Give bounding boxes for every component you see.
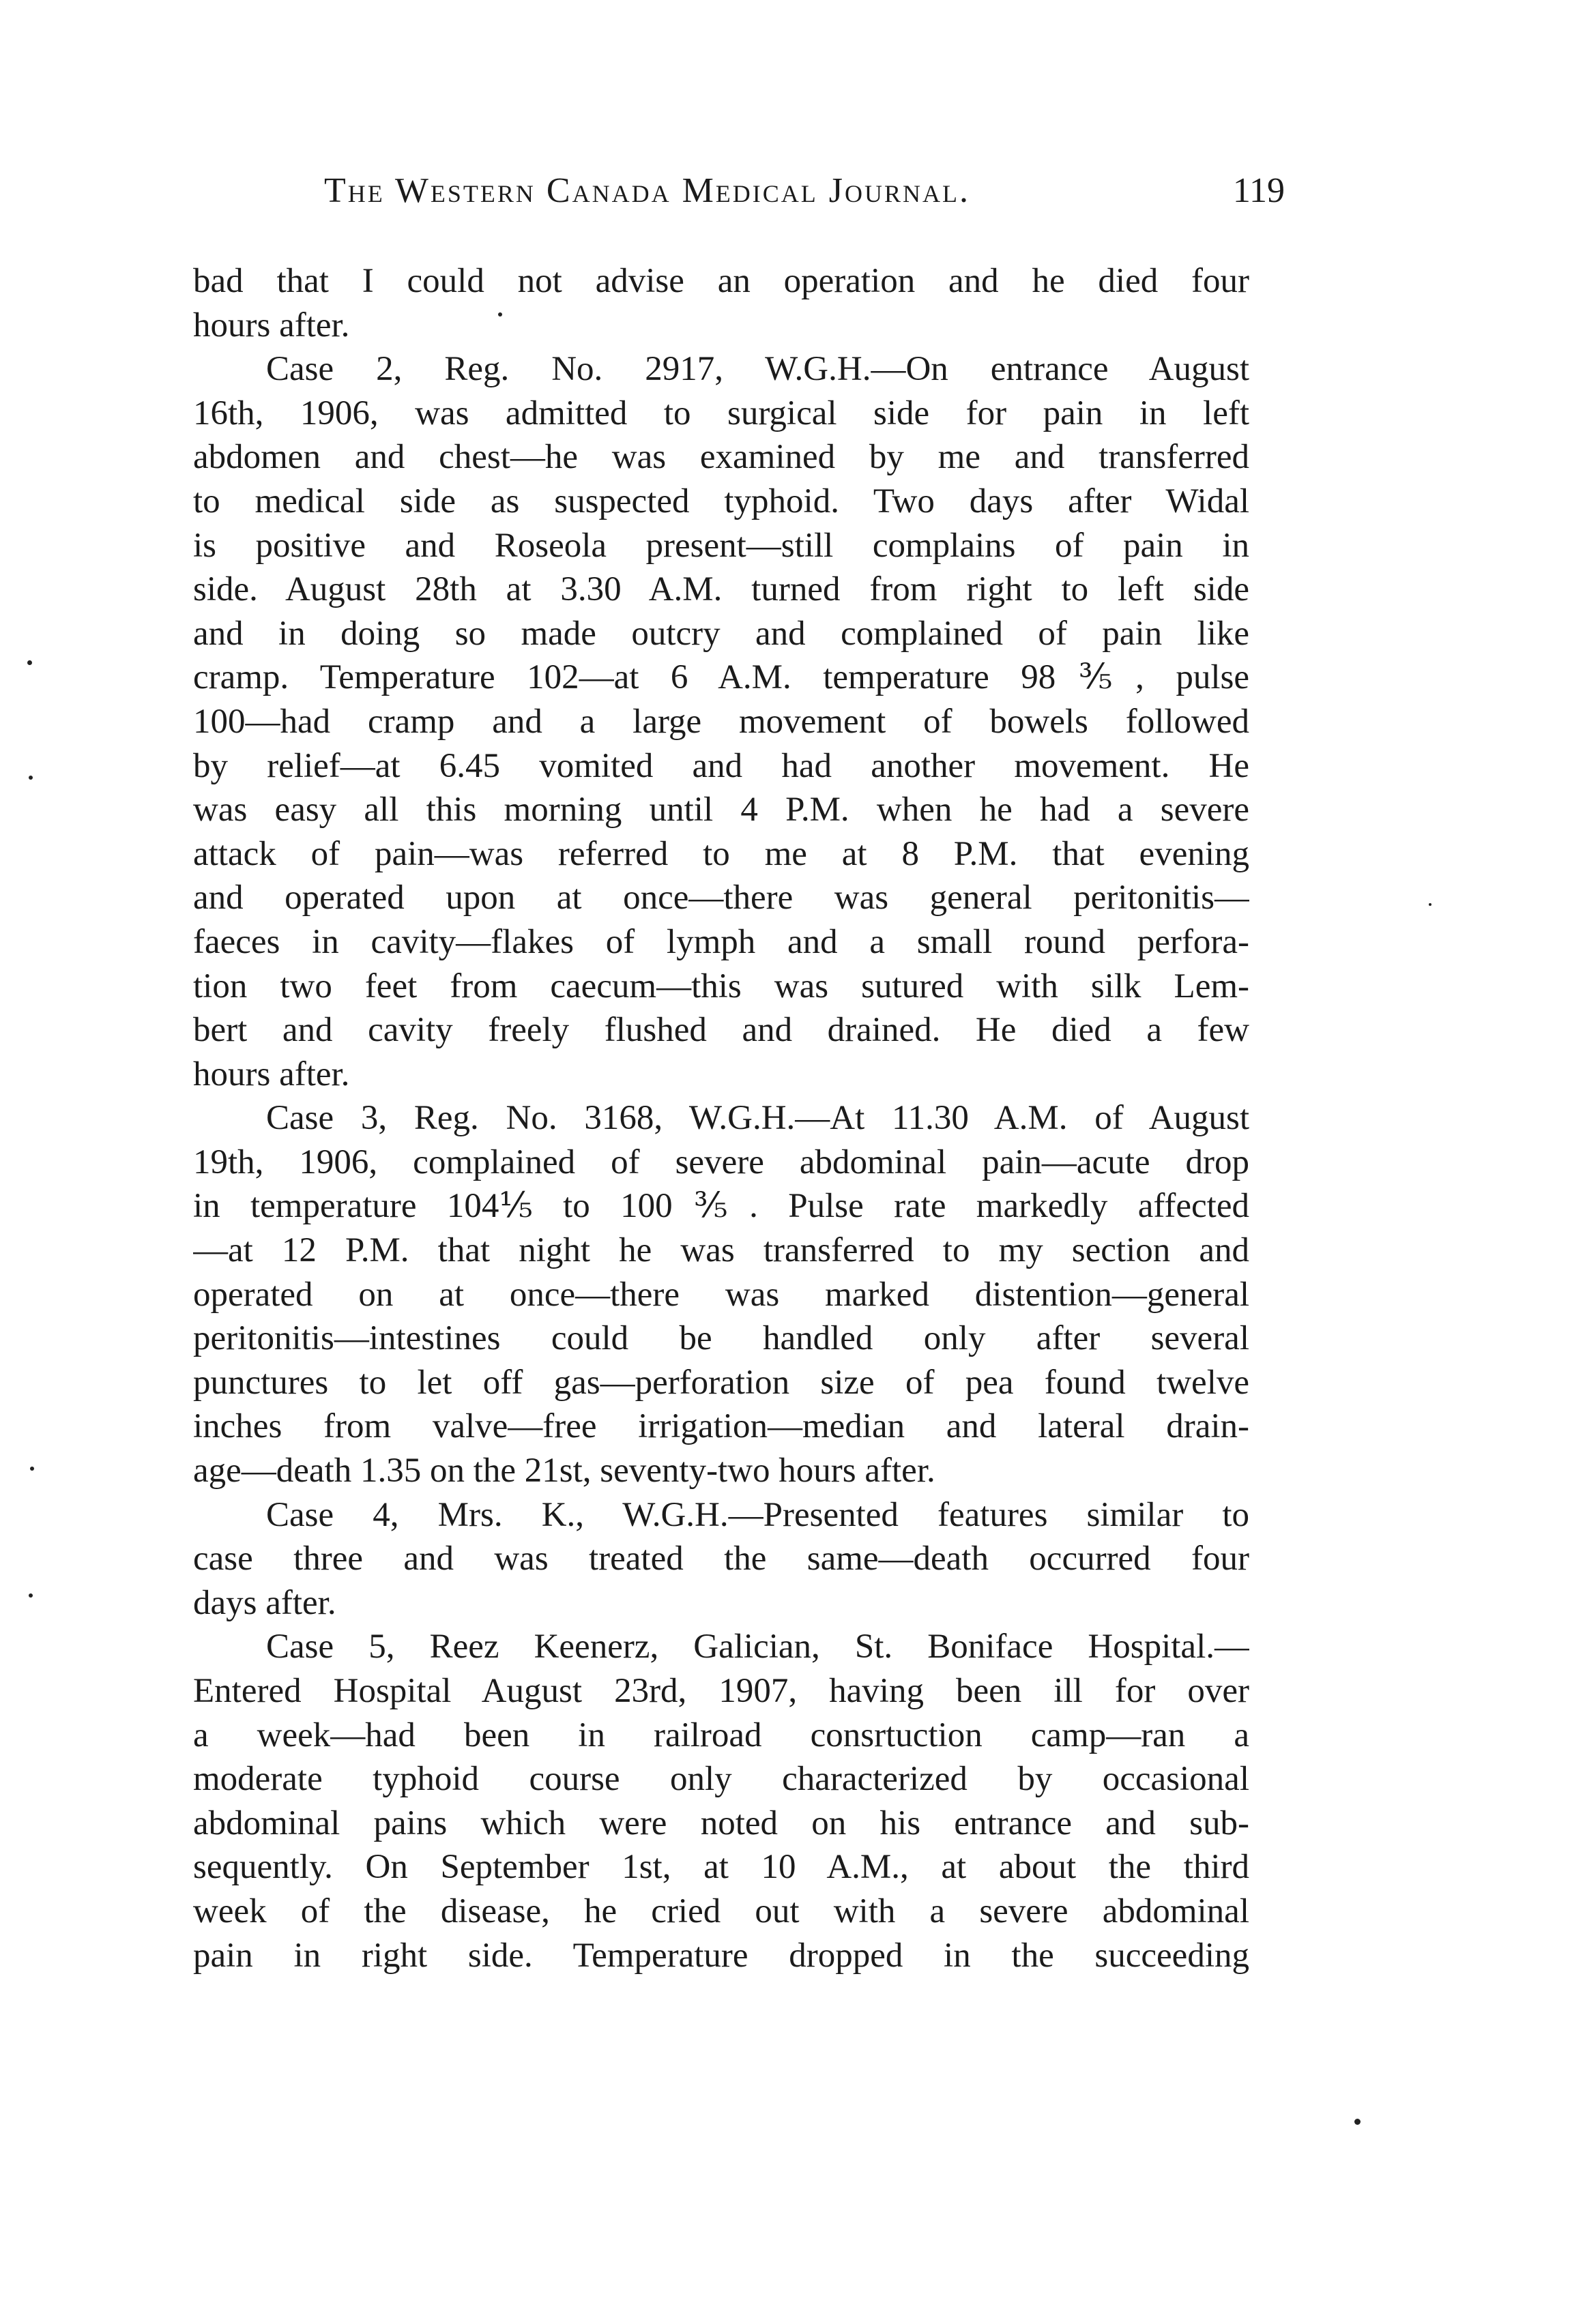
text-line: age—death 1.35 on the 21st, seventy-two hours after. (193, 1452, 935, 1490)
text-line: Case 2, Reg. No. 2917, W.G.H.—On entrance August (266, 350, 1249, 389)
scan-speck (498, 312, 502, 317)
text-line: is positive and Roseola present—still complains of pain in (193, 526, 1249, 565)
scan-speck (29, 1593, 33, 1598)
text-line: to medical side as suspected typhoid. Two days after Widal (193, 482, 1249, 520)
text-line: hours after. (193, 306, 350, 344)
text-line: and operated upon at once—there was general peritonitis— (193, 879, 1249, 917)
text-line: pain in right side. Temperature dropped in the succeeding (193, 1936, 1249, 1975)
text-line: Entered Hospital August 23rd, 1907, having been ill for over (193, 1672, 1249, 1710)
text-line: —at 12 P.M. that night he was transferred to my section and (193, 1231, 1249, 1270)
text-line: faeces in cavity—flakes of lymph and a small round perfora- (193, 922, 1249, 961)
text-line: week of the disease, he cried out with a severe abdominal (193, 1892, 1249, 1930)
text-line: attack of pain—was referred to me at 8 P.M. that evening (193, 834, 1249, 873)
text-line: in temperature 104⅕ to 100⅗. Pulse rate markedly affected (193, 1187, 1249, 1226)
scan-speck (27, 660, 32, 665)
text-line: punctures to let off gas—perforation size of pea found twelve (193, 1363, 1249, 1402)
text-line: 100—had cramp and a large movement of bowels followed (193, 702, 1249, 741)
text-line: cramp. Temperature 102—at 6 A.M. temperature 98⅗, pulse (193, 658, 1249, 697)
text-line: inches from valve—free irrigation—median and lateral drain- (193, 1407, 1249, 1446)
scan-speck (30, 1467, 34, 1471)
text-line: sequently. On September 1st, at 10 A.M., at about the third (193, 1848, 1249, 1887)
text-line: bad that I could not advise an operation and he died four (193, 262, 1249, 300)
text-line: hours after. (193, 1055, 350, 1093)
text-line: abdomen and chest—he was examined by me and transferred (193, 438, 1249, 477)
page-number: 119 (1232, 171, 1285, 210)
text-line: Case 4, Mrs. K., W.G.H.—Presented features similar to (266, 1495, 1249, 1534)
text-line: by relief—at 6.45 vomited and had another movement. He (193, 746, 1249, 785)
text-line: and in doing so made outcry and complained of pain like (193, 614, 1249, 653)
text-line: tion two feet from caecum—this was sutured with silk Lem- (193, 967, 1249, 1005)
text-line: was easy all this morning until 4 P.M. when he had a severe (193, 791, 1249, 829)
scan-speck (1429, 903, 1431, 906)
text-line: abdominal pains which were noted on his entrance and sub- (193, 1804, 1249, 1842)
text-line: peritonitis—intestines could be handled only after several (193, 1319, 1249, 1358)
scan-speck (29, 776, 33, 780)
text-line: case three and was treated the same—death occurred four (193, 1540, 1249, 1578)
text-line: 16th, 1906, was admitted to surgical side for pain in left (193, 394, 1249, 432)
text-line: Case 3, Reg. No. 3168, W.G.H.—At 11.30 A.M. of August (266, 1099, 1249, 1138)
running-head (324, 171, 1285, 225)
text-line: days after. (193, 1583, 336, 1622)
body-text (193, 259, 1249, 1977)
text-line: a week—had been in railroad consrtuction camp—ran a (193, 1716, 1249, 1754)
text-line: moderate typhoid course only characterized by occasional (193, 1760, 1249, 1799)
text-line: Case 5, Reez Keenerz, Galician, St. Boniface Hospital.— (266, 1628, 1249, 1666)
journal-title: The Western Canada Medical Journal. (324, 171, 971, 210)
scan-speck (1354, 2119, 1361, 2125)
text-line: side. August 28th at 3.30 A.M. turned from right to left side (193, 570, 1249, 609)
text-line: operated on at once—there was marked distention—general (193, 1275, 1249, 1314)
text-line: 19th, 1906, complained of severe abdominal pain—acute drop (193, 1143, 1249, 1181)
text-line: bert and cavity freely flushed and drained. He died a few (193, 1011, 1249, 1050)
